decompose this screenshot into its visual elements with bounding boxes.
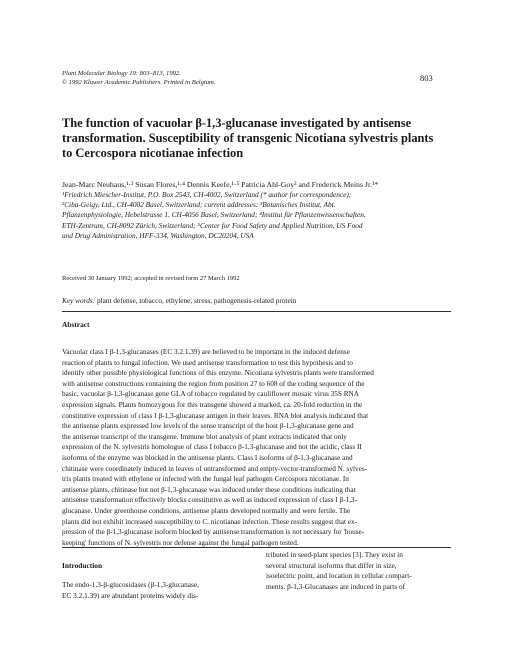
divider — [62, 547, 451, 548]
abstract-line: the antisense plants expressed low levels of the sense transcript of the host β-1,3-glucanase gene and — [62, 422, 354, 431]
introduction-heading: Introduction — [62, 561, 103, 570]
affiliation-line: ¹Friedrich Miescher-Institut, P.O. Box 2543, CH-4002, Switzerland (* author for correspondence); — [62, 190, 352, 199]
abstract-line: Vacuolar class I β-1,3-glucanases (EC 3.2.1.39) are believed to be important in the induced defense — [62, 348, 350, 356]
intro-column-left — [62, 580, 252, 601]
abstract-line: plants did not exhibit increased susceptibility to C. nicotianae infection. These results suggest that ex- — [62, 517, 358, 526]
abstract-line: glucanase. Under greenhouse conditions, antisense plants developed normally and were fertile. The — [62, 506, 351, 515]
abstract-line: keeping' functions of N. sylvestris nor defense against the fungal pathogen tested. — [62, 538, 299, 547]
abstract-line: with antisense constructions containing the region from position 27 to 608 of the coding sequence of the — [62, 379, 365, 388]
intro-line: ments. β-1,3-Glucanases are induced in parts of — [266, 581, 406, 591]
affiliation-line: ²Ciba-Geigy, Ltd., CH-4002 Basel, Switzerland; current addresses: ³Botanisches Institut, Abt. — [62, 200, 336, 210]
abstract-line: isoforms of the enzyme was blocked in the antisense plants. Class I isoforms of β-1,3-glucanase and — [62, 453, 353, 462]
abstract-heading: Abstract — [62, 320, 90, 329]
page-number: 803 — [420, 73, 433, 83]
affiliation-line: and Drug Administration, HFF-334, Washington, DC20204, USA — [62, 230, 254, 240]
abstract-line: antisense transformation effectively blocks constitutive as well as induced expression of class I β-1,3- — [62, 496, 358, 505]
abstract-line: reaction of plants to fungal infection. We used antisense transformation to test this hypothesis and to — [62, 358, 353, 367]
abstract-line: pression of the β-1,3-glucanase isoform blocked by antisense transformation is not necessary for 'house- — [62, 528, 365, 537]
affiliation-line: ETH-Zentrum, CH-8092 Zürich, Switzerland; ⁵Center for Food Safety and Applied Nutrition, US Food — [62, 220, 363, 230]
journal-citation — [62, 70, 215, 87]
affiliations — [62, 190, 467, 241]
title-line-1: The function of vacuolar β-1,3-glucanase investigated by antisense — [62, 116, 412, 130]
title-line-3: to Cercospora nicotianae infection — [62, 146, 244, 160]
intro-line: several structural isoforms that differ in size, — [266, 560, 397, 570]
abstract-line: identify other possible physiological functions of this enzyme. Nicotiana sylvestris plants were transformed — [62, 369, 374, 378]
abstract-line: chitinase were coordinately induced in leaves of untransformed and empty-vector-transformed N. sylves- — [62, 464, 368, 473]
journal-line-1: Plant Molecular Biology 19: 803–813, 1992. — [62, 70, 181, 77]
keywords — [62, 296, 296, 305]
abstract-line: constitutive expression of class I β-1,3-glucanase antigen in their leaves. RNA blot analysis indicated that — [62, 411, 369, 420]
intro-column-right — [266, 550, 456, 592]
intro-line: tributed in seed-plant species [3]. They exist in — [266, 550, 403, 559]
abstract-line: expression signals. Plants homozygous for this transgene showed a marked, ca. 20-fold reduction in the — [62, 400, 363, 409]
abstract-line: the antisense transcript of the transgene. Immune blot analysis of plant extracts indicated that only — [62, 432, 347, 441]
abstract-body — [62, 347, 454, 548]
abstract-line: expression of the N. sylvestris homologue of class I tobacco β-1,3-glucanase and not the acidic, class II — [62, 443, 362, 452]
intro-line: The endo-1,3-β-glucosidases (β-1,3-glucanase, — [62, 580, 199, 589]
keywords-list: plant defense, tobacco, ethylene, stress, pathogenesis-related protein — [95, 296, 297, 305]
article-title — [62, 116, 457, 161]
intro-line: EC 3.2.1.39) are abundant proteins widely dis- — [62, 590, 199, 600]
received-dates: Received 30 January 1992; accepted in revised form 27 March 1992 — [62, 275, 240, 282]
abstract-line: basic, vacuolar β-1,3-glucanase gene GLA of tobacco regulated by cauliflower mosaic virus 35S RNA — [62, 390, 360, 399]
keywords-label: Key words: — [62, 296, 96, 305]
affiliation-line: Pflanzenphysiologie, Hebelstrasse 1, CH-4056 Basel, Switzerland; ⁴Institut für Pflanzenwissenschaften, — [62, 210, 366, 220]
intro-line: isoelectric point, and location in cellular compart- — [266, 571, 412, 581]
title-line-2: transformation. Susceptibility of transgenic Nicotiana sylvestris plants — [62, 131, 434, 145]
journal-line-2: © 1992 Kluwer Academic Publishers. Printed in Belgium. — [62, 78, 216, 86]
author-list: Jean-Marc Neuhaus,¹·³ Susan Flores,¹·⁴ Dennis Keefe,¹·⁵ Patricia Ahl-Goy² and Frederick Meins Jr.¹* — [62, 180, 379, 189]
abstract-line: antisense plants, chitinase but not β-1,3-glucanase was induced under these conditions indicating that — [62, 485, 356, 494]
divider — [62, 311, 451, 312]
abstract-line: tris plants treated with ethylene or infected with the fungal leaf pathogen Cercospora nicotianae. In — [62, 475, 349, 484]
